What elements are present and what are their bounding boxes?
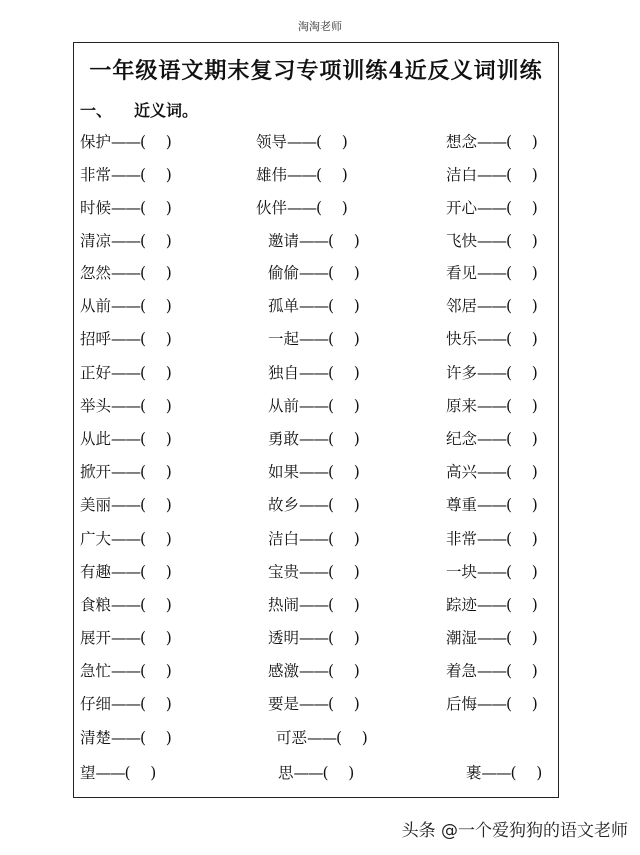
word: 食粮 — [80, 596, 112, 614]
exercise-item — [446, 495, 538, 515]
word: 可恶 — [276, 729, 308, 747]
answer-blank[interactable]: ( ) — [140, 695, 172, 713]
answer-blank[interactable]: ( ) — [506, 166, 538, 184]
dash: —— — [287, 199, 317, 217]
dash: —— — [111, 496, 141, 514]
word: 一块 — [446, 563, 478, 581]
dash: —— — [111, 297, 141, 315]
exercise-item — [446, 694, 538, 714]
dash: —— — [481, 764, 511, 782]
dash: —— — [477, 297, 507, 315]
dash: —— — [299, 264, 329, 282]
dash: —— — [111, 232, 141, 250]
exercise-item — [80, 595, 172, 615]
word: 清凉 — [80, 232, 112, 250]
exercise-item — [268, 329, 360, 349]
word: 踪迹 — [446, 596, 478, 614]
dash: —— — [111, 264, 141, 282]
dash: —— — [293, 764, 323, 782]
dash: —— — [307, 729, 337, 747]
exercise-item — [80, 562, 172, 582]
dash: —— — [299, 364, 329, 382]
word: 有趣 — [80, 563, 112, 581]
dash: —— — [477, 397, 507, 415]
word: 宝贵 — [268, 563, 300, 581]
answer-blank[interactable]: ( ) — [506, 397, 538, 415]
answer-blank[interactable]: ( ) — [328, 530, 360, 548]
word: 雄伟 — [256, 166, 288, 184]
answer-blank[interactable]: ( ) — [140, 530, 172, 548]
answer-blank[interactable]: ( ) — [140, 364, 172, 382]
answer-blank[interactable]: ( ) — [328, 496, 360, 514]
dash: —— — [299, 330, 329, 348]
answer-blank[interactable]: ( ) — [328, 330, 360, 348]
exercise-item — [268, 595, 360, 615]
answer-blank[interactable]: ( ) — [328, 662, 360, 680]
exercise-item — [268, 628, 360, 648]
exercise-item — [268, 429, 360, 449]
dash: —— — [111, 662, 141, 680]
answer-blank[interactable]: ( ) — [140, 397, 172, 415]
word: 着急 — [446, 662, 478, 680]
dash: —— — [111, 430, 141, 448]
dash: —— — [111, 330, 141, 348]
word: 展开 — [80, 629, 112, 647]
dash: —— — [299, 530, 329, 548]
exercise-item — [446, 429, 538, 449]
dash: —— — [299, 397, 329, 415]
dash: —— — [477, 232, 507, 250]
exercise-item — [466, 763, 542, 783]
exercise-item — [446, 595, 538, 615]
answer-blank[interactable]: ( ) — [328, 264, 360, 282]
answer-blank[interactable]: ( ) — [506, 530, 538, 548]
dash: —— — [111, 166, 141, 184]
section-number: 一、 — [80, 101, 113, 120]
answer-blank[interactable]: ( ) — [328, 364, 360, 382]
exercise-item — [80, 198, 172, 218]
exercise-item — [446, 363, 538, 383]
word: 时候 — [80, 199, 112, 217]
answer-blank[interactable]: ( ) — [506, 264, 538, 282]
answer-blank[interactable]: ( ) — [506, 133, 538, 151]
answer-blank[interactable]: ( ) — [328, 695, 360, 713]
exercise-item — [80, 694, 172, 714]
exercise-item — [446, 628, 538, 648]
word: 从前 — [80, 297, 112, 315]
dash: —— — [111, 629, 141, 647]
exercise-item — [80, 329, 172, 349]
dash: —— — [477, 133, 507, 151]
word: 看见 — [446, 264, 478, 282]
answer-blank[interactable]: ( ) — [506, 232, 538, 250]
dash: —— — [477, 330, 507, 348]
answer-blank[interactable]: ( ) — [140, 563, 172, 581]
exercise-item — [80, 363, 172, 383]
word: 清楚 — [80, 729, 112, 747]
dash: —— — [111, 397, 141, 415]
dash: —— — [299, 496, 329, 514]
exercise-item — [268, 529, 360, 549]
word: 透明 — [268, 629, 300, 647]
exercise-item — [446, 396, 538, 416]
word: 仔细 — [80, 695, 112, 713]
exercise-item — [80, 462, 172, 482]
answer-blank[interactable]: ( ) — [506, 496, 538, 514]
answer-blank[interactable]: ( ) — [328, 430, 360, 448]
answer-blank[interactable]: ( ) — [328, 463, 360, 481]
exercise-item — [80, 529, 172, 549]
answer-blank[interactable]: ( ) — [328, 397, 360, 415]
dash: —— — [111, 199, 141, 217]
word: 后悔 — [446, 695, 478, 713]
answer-blank[interactable]: ( ) — [140, 463, 172, 481]
exercise-item — [80, 165, 172, 185]
dash: —— — [111, 729, 141, 747]
answer-blank[interactable]: ( ) — [140, 330, 172, 348]
word: 快乐 — [446, 330, 478, 348]
answer-blank[interactable]: ( ) — [328, 232, 360, 250]
exercise-item — [446, 165, 538, 185]
word: 洁白 — [446, 166, 478, 184]
watermark: 头条 @一个爱狗狗的语文老师 — [401, 821, 628, 841]
answer-blank[interactable]: ( ) — [506, 430, 538, 448]
word: 感激 — [268, 662, 300, 680]
answer-blank[interactable]: ( ) — [506, 199, 538, 217]
dash: —— — [477, 430, 507, 448]
exercise-item — [446, 296, 538, 316]
exercise-item — [446, 231, 538, 251]
word: 思 — [278, 764, 294, 782]
answer-blank[interactable]: ( ) — [140, 199, 172, 217]
word: 孤单 — [268, 297, 300, 315]
dash: —— — [477, 166, 507, 184]
dash: —— — [477, 364, 507, 382]
exercise-item — [268, 396, 360, 416]
dash: —— — [477, 530, 507, 548]
exercise-item — [268, 462, 360, 482]
header-note: 淘淘老师 — [298, 20, 342, 33]
section-label: 近义词。 — [134, 101, 199, 120]
word: 飞快 — [446, 232, 478, 250]
answer-blank[interactable]: ( ) — [506, 662, 538, 680]
exercise-item — [446, 562, 538, 582]
exercise-item — [80, 263, 172, 283]
dash: —— — [477, 563, 507, 581]
dash: —— — [299, 297, 329, 315]
word: 望 — [80, 764, 96, 782]
word: 开心 — [446, 199, 478, 217]
dash: —— — [299, 695, 329, 713]
exercise-item — [80, 231, 172, 251]
dash: —— — [299, 629, 329, 647]
dash: —— — [111, 530, 141, 548]
dash: —— — [477, 596, 507, 614]
exercise-item — [268, 562, 360, 582]
answer-blank[interactable]: ( ) — [506, 695, 538, 713]
word: 想念 — [446, 133, 478, 151]
answer-blank[interactable]: ( ) — [322, 764, 355, 782]
exercise-item — [268, 661, 360, 681]
answer-blank[interactable]: ( ) — [506, 596, 538, 614]
word: 忽然 — [80, 264, 112, 282]
answer-blank[interactable]: ( ) — [140, 729, 172, 747]
exercise-item — [268, 363, 360, 383]
word: 保护 — [80, 133, 112, 151]
exercise-item — [278, 763, 354, 783]
exercise-item — [256, 198, 348, 218]
answer-blank[interactable]: ( ) — [506, 563, 538, 581]
answer-blank[interactable]: ( ) — [140, 133, 172, 151]
dash: —— — [299, 662, 329, 680]
answer-blank[interactable]: ( ) — [140, 629, 172, 647]
word: 纪念 — [446, 430, 478, 448]
page-title: 一年级语文期末复习专项训练4近反义词训练 — [89, 58, 543, 84]
exercise-item — [80, 396, 172, 416]
exercise-item — [446, 462, 538, 482]
exercise-item — [446, 329, 538, 349]
exercise-item — [268, 694, 360, 714]
exercise-item — [256, 165, 348, 185]
answer-blank[interactable]: ( ) — [336, 729, 368, 747]
answer-blank[interactable]: ( ) — [140, 264, 172, 282]
exercise-item — [80, 661, 172, 681]
exercise-item — [80, 429, 172, 449]
word: 尊重 — [446, 496, 478, 514]
word: 邀请 — [268, 232, 300, 250]
answer-blank[interactable]: ( ) — [316, 166, 348, 184]
word: 潮湿 — [446, 629, 478, 647]
exercise-item — [80, 495, 172, 515]
answer-blank[interactable]: ( ) — [140, 596, 172, 614]
word: 从此 — [80, 430, 112, 448]
exercise-item — [80, 763, 156, 783]
dash: —— — [287, 166, 317, 184]
word: 从前 — [268, 397, 300, 415]
dash: —— — [477, 695, 507, 713]
answer-blank[interactable]: ( ) — [140, 662, 172, 680]
exercise-item — [276, 728, 368, 748]
dash: —— — [477, 662, 507, 680]
word: 一起 — [268, 330, 300, 348]
dash: —— — [477, 199, 507, 217]
dash: —— — [299, 463, 329, 481]
exercise-item — [446, 263, 538, 283]
exercise-item — [268, 296, 360, 316]
dash: —— — [111, 596, 141, 614]
answer-blank[interactable]: ( ) — [140, 297, 172, 315]
dash: —— — [95, 764, 125, 782]
exercise-item — [256, 132, 348, 152]
exercise-item — [268, 231, 360, 251]
dash: —— — [111, 563, 141, 581]
answer-blank[interactable]: ( ) — [316, 133, 348, 151]
word: 高兴 — [446, 463, 478, 481]
exercise-item — [80, 728, 172, 748]
word: 故乡 — [268, 496, 300, 514]
answer-blank[interactable]: ( ) — [328, 297, 360, 315]
dash: —— — [111, 364, 141, 382]
page-frame — [73, 42, 559, 798]
answer-blank[interactable]: ( ) — [316, 199, 348, 217]
answer-blank[interactable]: ( ) — [506, 463, 538, 481]
exercise-item — [268, 263, 360, 283]
exercise-item — [80, 132, 172, 152]
exercise-item — [80, 628, 172, 648]
word: 如果 — [268, 463, 300, 481]
answer-blank[interactable]: ( ) — [328, 596, 360, 614]
exercise-item — [446, 529, 538, 549]
word: 非常 — [446, 530, 478, 548]
answer-blank[interactable]: ( ) — [140, 496, 172, 514]
word: 许多 — [446, 364, 478, 382]
word: 独自 — [268, 364, 300, 382]
dash: —— — [111, 133, 141, 151]
answer-blank[interactable]: ( ) — [140, 232, 172, 250]
word: 伙伴 — [256, 199, 288, 217]
word: 勇敢 — [268, 430, 300, 448]
word: 原来 — [446, 397, 478, 415]
exercise-item — [446, 661, 538, 681]
dash: —— — [477, 496, 507, 514]
answer-blank[interactable]: ( ) — [328, 629, 360, 647]
dash: —— — [299, 563, 329, 581]
exercise-item — [80, 296, 172, 316]
dash: —— — [287, 133, 317, 151]
word: 热闹 — [268, 596, 300, 614]
word: 洁白 — [268, 530, 300, 548]
exercise-item — [446, 198, 538, 218]
exercise-item — [446, 132, 538, 152]
word: 正好 — [80, 364, 112, 382]
word: 偷偷 — [268, 264, 300, 282]
answer-blank[interactable]: ( ) — [506, 330, 538, 348]
word: 非常 — [80, 166, 112, 184]
word: 掀开 — [80, 463, 112, 481]
dash: —— — [111, 463, 141, 481]
answer-blank[interactable]: ( ) — [506, 297, 538, 315]
dash: —— — [299, 596, 329, 614]
dash: —— — [477, 463, 507, 481]
answer-blank[interactable]: ( ) — [506, 629, 538, 647]
answer-blank[interactable]: ( ) — [124, 764, 157, 782]
answer-blank[interactable]: ( ) — [140, 166, 172, 184]
word: 领导 — [256, 133, 288, 151]
section-heading — [80, 98, 198, 121]
exercise-item — [268, 495, 360, 515]
answer-blank[interactable]: ( ) — [140, 430, 172, 448]
answer-blank[interactable]: ( ) — [328, 563, 360, 581]
dash: —— — [299, 430, 329, 448]
answer-blank[interactable]: ( ) — [510, 764, 543, 782]
dash: —— — [111, 695, 141, 713]
word: 邻居 — [446, 297, 478, 315]
word: 广大 — [80, 530, 112, 548]
word: 美丽 — [80, 496, 112, 514]
word: 招呼 — [80, 330, 112, 348]
word: 急忙 — [80, 662, 112, 680]
answer-blank[interactable]: ( ) — [506, 364, 538, 382]
word: 举头 — [80, 397, 112, 415]
dash: —— — [299, 232, 329, 250]
dash: —— — [477, 629, 507, 647]
word: 裹 — [466, 764, 482, 782]
word: 要是 — [268, 695, 300, 713]
dash: —— — [477, 264, 507, 282]
